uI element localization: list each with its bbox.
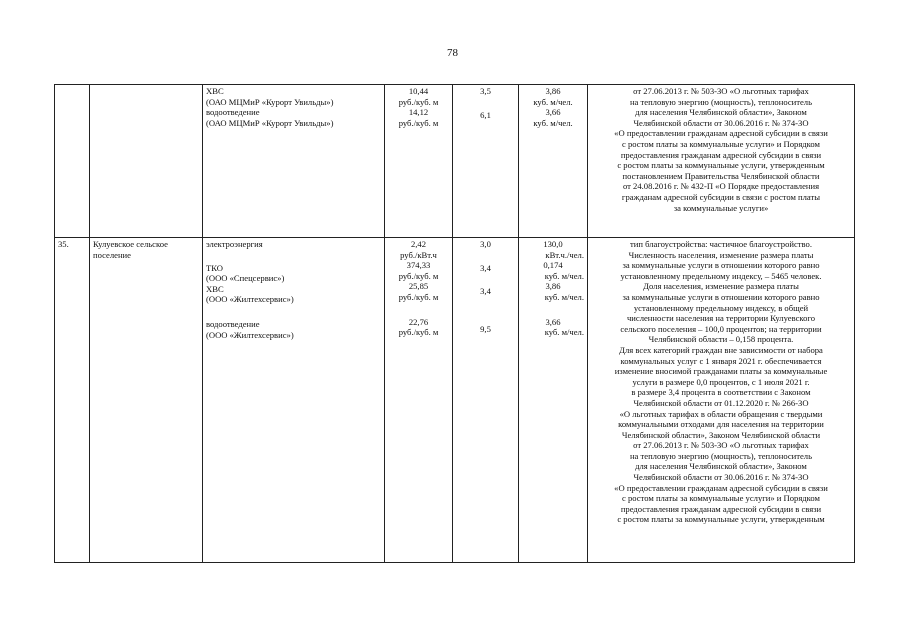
tariff-unit: руб./куб. м — [398, 270, 439, 281]
service-cell — [203, 85, 385, 238]
note-line: за коммунальные услуги» — [673, 202, 769, 213]
service-name: электроэнергия — [206, 239, 263, 249]
note-cell — [588, 238, 855, 563]
note-line: предоставления гражданам адресной субсидии в связи — [620, 503, 822, 514]
note-line: Для всех категорий граждан вне зависимости от набора — [619, 344, 823, 355]
note-line: с ростом платы за коммунальные услуги» и Порядком — [622, 138, 820, 149]
settlement-cell — [90, 85, 203, 238]
service-provider: (ОАО МЦМиР «Курорт Увильды») — [206, 96, 334, 107]
service-provider: (ООО «Спецсервис») — [206, 273, 285, 284]
tariff-table — [54, 84, 855, 563]
row-number-cell — [55, 85, 90, 238]
tariff-unit: руб./кВт.ч — [400, 249, 437, 260]
percent-value: 6,1 — [480, 109, 491, 120]
norm-unit: куб. м/чел. — [544, 327, 584, 338]
table-row — [55, 85, 855, 238]
page-number: 78 — [447, 47, 458, 59]
tariff-cell — [385, 85, 453, 238]
norm-value: 3,66 — [545, 107, 561, 118]
note-line: коммунальных услуг с 1 января 2021 г. обеспечивается — [620, 355, 822, 366]
note-line: от 27.06.2013 г. № 503-ЗО «О льготных тарифах — [633, 440, 809, 451]
tariff-value: 25,85 — [408, 281, 429, 292]
note-line: от 24.08.2016 г. № 432-П «О Порядке предоставления — [622, 181, 820, 192]
tariff-value: 2,42 — [410, 239, 427, 249]
note-line: «О предоставлении гражданам адресной субсидии в связи — [614, 482, 828, 493]
tariff-unit: руб./куб. м — [398, 117, 439, 128]
note-line: Численность населения, изменение размера платы — [628, 249, 814, 260]
note-line: от 27.06.2013 г. № 503-ЗО «О льготных тарифах — [633, 86, 809, 96]
note-line: тип благоустройства: частичное благоустройство. — [630, 239, 812, 249]
note-line: с ростом платы за коммунальные услуги, утвержденным — [617, 514, 825, 525]
norm-unit: кВт.ч./чел. — [545, 249, 584, 260]
note-line: Челябинской области – 0,158 процента. — [648, 334, 794, 345]
note-cell — [588, 85, 855, 238]
note-line: в размере 3,4 процента в соответствии с Законом — [631, 387, 811, 398]
note-line: на тепловую энергию (мощность), теплоноситель — [629, 96, 813, 107]
percent-value: 3,4 — [480, 286, 491, 297]
percent-value: 3,5 — [480, 86, 491, 96]
note-line: Челябинской области от 30.06.2016 г. № 374-ЗО — [633, 472, 809, 483]
tariff-unit: руб./куб. м — [398, 291, 439, 302]
percent-value: 3,4 — [480, 262, 491, 273]
tariff-value: 10,44 — [408, 86, 429, 96]
norm-value: 3,86 — [545, 86, 561, 96]
percent-value: 3,0 — [480, 239, 491, 249]
note-line: с ростом платы за коммунальные услуги, утвержденным — [617, 160, 825, 171]
row-number-cell: 35. — [55, 238, 90, 563]
note-line: для населения Челябинской области», Законом — [635, 461, 807, 472]
service-name: водоотведение — [206, 107, 260, 118]
note-line: сельского поселения – 100,0 процентов; на территории — [620, 323, 822, 334]
note-line: коммунальными отходами для населения на территории — [618, 419, 824, 430]
note-line: Челябинской области», Законом Челябинской области — [621, 429, 821, 440]
norm-unit: куб. м/чел. — [544, 291, 584, 302]
norm-unit: куб. м/чел. — [544, 270, 584, 281]
norm-cell — [519, 85, 588, 238]
service-provider: (ОАО МЦМиР «Курорт Увильды») — [206, 117, 334, 128]
norm-unit: куб. м/чел. — [533, 96, 573, 107]
service-name: водоотведение — [206, 318, 260, 329]
service-cell — [203, 238, 385, 563]
percent-cell — [453, 85, 519, 238]
note-line: Доля населения, изменение размера платы — [643, 281, 799, 292]
norm-unit: куб. м/чел. — [533, 117, 573, 128]
table-row — [55, 238, 855, 563]
note-line: Челябинской области от 30.06.2016 г. № 374-ЗО — [633, 117, 809, 128]
note-line: установленному предельному индексу, – 5465 человек. — [620, 270, 822, 281]
service-name: ХВС — [206, 86, 224, 96]
note-line: на тепловую энергию (мощность), теплоноситель — [629, 450, 813, 461]
note-line: с ростом платы за коммунальные услуги» и Порядком — [622, 493, 820, 504]
tariff-value: 374,33 — [406, 260, 431, 271]
note-line: за коммунальные услуги в отношении которого равно — [622, 291, 820, 302]
settlement-cell: Кулуевское сельское поселение — [90, 238, 203, 563]
note-line: «О предоставлении гражданам адресной субсидии в связи — [614, 128, 828, 139]
service-provider: (ООО «Жилтехсервис») — [206, 329, 294, 340]
tariff-value: 14,12 — [408, 107, 429, 118]
note-line: за коммунальные услуги в отношении которого равно — [622, 260, 820, 271]
tariff-unit: руб./куб. м — [398, 96, 439, 107]
norm-value: 0,174 — [543, 260, 563, 271]
service-name: ТКО — [206, 262, 223, 273]
service-provider: (ООО «Жилтехсервис») — [206, 294, 294, 305]
tariff-value: 22,76 — [408, 316, 429, 327]
percent-cell — [453, 238, 519, 563]
percent-value: 9,5 — [480, 323, 491, 334]
note-line: изменение вносимой гражданами платы за коммунальные — [614, 366, 828, 377]
note-line: предоставления гражданам адресной субсидии в связи — [620, 149, 822, 160]
note-line: Челябинской области от 01.12.2020 г. № 266-ЗО — [633, 397, 809, 408]
note-line: установленному предельному индексу, в общей — [633, 302, 809, 313]
note-line: для населения Челябинской области», Законом — [635, 107, 807, 118]
note-line: постановлением Правительства Челябинской области — [622, 170, 820, 181]
norm-cell — [519, 238, 588, 563]
norm-value: 130,0 — [543, 239, 563, 249]
norm-value: 3,66 — [545, 316, 561, 327]
service-name: ХВС — [206, 283, 224, 294]
note-line: гражданам адресной субсидии в связи с ростом платы — [621, 191, 821, 202]
norm-value: 3,86 — [545, 281, 561, 292]
note-line: численности населения на территории Кулуевского — [626, 313, 816, 324]
tariff-unit: руб./куб. м — [398, 327, 439, 338]
note-line: услуги в размере 0,0 процентов, с 1 июля 2021 г. — [632, 376, 810, 387]
note-line: «О льготных тарифах в области обращения с твердыми — [619, 408, 823, 419]
tariff-cell — [385, 238, 453, 563]
